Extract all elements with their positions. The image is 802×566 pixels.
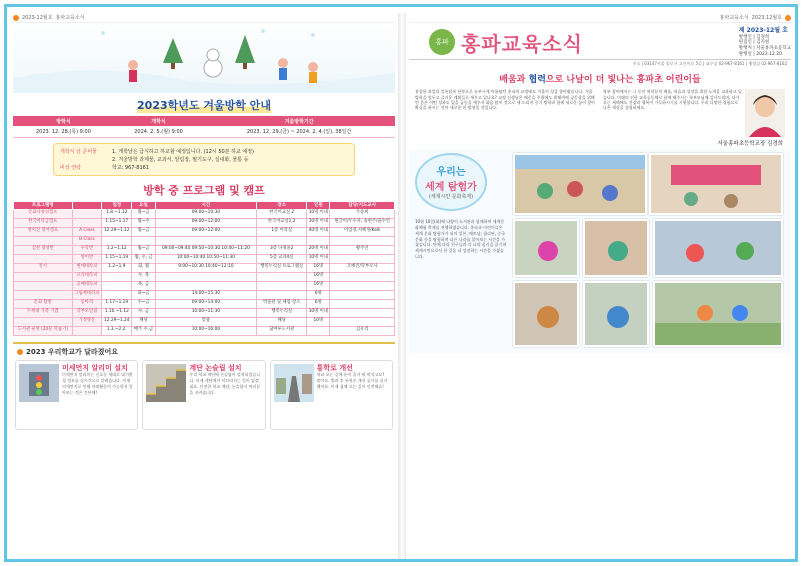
table-cell [14,290,73,299]
right-page [409,13,791,559]
meta-line: 발행처 | 서울홍파초등학교 [738,45,791,51]
table-cell: 한국어학급캠프 [14,218,73,227]
table-cell [102,272,132,281]
table-row [14,272,395,281]
table-cell: 두승희 [330,209,395,218]
table-cell [72,218,102,227]
address-line: 주소 | 03147서울 종로구 고신이로 5길 | 교무실 02-967-8161 | 행정실 02-967-8162 [632,61,787,67]
greeting-column: 학부 참여에서는 그 동안 여러분의 배움, 학습과 성장을 위한 노력을 교육하고 있습니다. 미래의 선한 교육공동체로 함께 해주시는 학부모님께 감사드리며, 다가오는 새해에도 건강과 행복이 가득하시기를 기원합니다. 우리 다양한 경험으로 나온 세상을 경험하세요. [603,89,742,111]
table-cell [257,236,307,245]
table-cell: 16명 [307,281,330,290]
festival-photo [513,219,579,277]
table-cell [102,281,132,290]
issue-date: 2023.12월호 [751,15,782,21]
table-cell: 월, 수, 금 [132,254,155,263]
table-cell [330,236,395,245]
table-cell: 두세대 가족 기쁨 [14,308,73,317]
table-cell: 16명 [307,272,330,281]
program-title: 방학 중 프로그램 및 캠프 [143,183,265,197]
principal-signature: 서울홍파초등학교장 김경희 [717,141,783,148]
table-cell: 09:00~09:40 09:50~10:30 10:40~11:20 [155,245,257,254]
stairs-icon [146,364,186,402]
page-gutter [398,13,406,559]
snow-scene-icon [13,23,395,93]
table-cell: 꿈마루도서관 [257,326,307,335]
card-title: 통학로 개선 [316,363,353,372]
table-row [14,290,395,299]
note-label: 개학식 날 준비물 [60,148,97,155]
change-card-stairs [142,360,265,430]
bullet-icon [17,349,23,355]
table-cell: 10명 이내 [307,218,330,227]
table-cell: 한국어교실1,2 [257,218,307,227]
table-cell: 2023. 12. 28.(목) 9:00 [13,126,114,137]
card-text: 학교 오는 길에 눈이 올거 뭐 막지고요? 맞아요. 방과 후 통학로 개선 공사를 실시했어요. 이제 집에 오는 길이 안전해요! [316,371,388,389]
col-header: 개학식 [114,116,203,126]
table-cell [155,281,257,290]
newsletter-title: 홍파교육소식 [719,15,749,21]
festival-photo [649,153,783,215]
col-header: 인원 [307,201,330,209]
table-cell: 학부모밀접 [72,308,102,317]
table-cell: 10명 [307,317,330,326]
program-table [13,201,395,336]
table-cell: 문화 탐방 [14,299,73,308]
table-cell: 10명 이내 [307,209,330,218]
notice-box [53,143,355,176]
table-cell [330,299,395,308]
table-cell: 10:00~16:00 [155,326,257,335]
table-cell: 1.8.~1.12 [102,209,132,218]
col-header [72,201,102,209]
table-cell: 월~금 [132,227,155,236]
table-cell: B Class [72,236,102,245]
table-row [14,326,395,335]
note-label [60,156,112,163]
table-cell: 수~금 [132,299,155,308]
festival-photo [653,281,783,347]
greeting-body [409,89,791,137]
festival-photo [583,219,649,277]
note-label: 비상 연락 [60,164,81,171]
winter-break-title: 2023학년도 겨울방학 안내 [137,99,271,112]
table-cell: 정서 [14,263,73,272]
page-number-badge [13,15,19,21]
table-cell: 40명 이내 [307,227,330,236]
table-cell: 김유리 [330,326,395,335]
table-cell: 현예테라피 [72,263,102,272]
table-cell: 영어반 [72,254,102,263]
winter-illustration [13,23,395,93]
table-cell [330,254,395,263]
table-cell: 수, 금 [132,308,155,317]
table-cell: 09:00~12:00 [155,218,257,227]
col-header: 프로그램명 [14,201,73,209]
table-cell [330,317,395,326]
table-cell: 화, 월 [132,263,155,272]
table-cell [307,236,330,245]
winter-break-table [13,116,395,138]
col-header: 시간 [155,201,257,209]
table-cell: 2023. 12. 29.(금) ~ 2024. 2. 4.(일), 38일간 [203,126,395,137]
table-cell: 12.29~1.24 [102,317,132,326]
table-cell: 이엄경,서혜정/Kelli [330,227,395,236]
col-header: 겨울방학기간 [203,116,395,126]
note-text: 학교: 967-8161 [112,164,150,171]
festival-photo [513,153,647,215]
table-cell [330,272,395,281]
table-cell [257,272,307,281]
table-cell: 맞춤 [155,317,257,326]
festival-badge [415,153,487,211]
festival-title-1: 우리는 [436,167,466,179]
table-row [14,317,395,326]
table-cell: 해당 [132,317,155,326]
issue-date: 2023-12월호 [22,15,53,21]
table-cell: 동아리 [72,299,102,308]
table-cell: 1.17~1.19 [102,299,132,308]
table-cell: 심천 향상반 [14,245,73,254]
greeting-column: 홍성한 과일과 알록달록 단풍으로 눈부시게 아름답던 홍파의 교정에도 겨울이 성큼 찾아왔습니다. 겨울 방학을 앞두고 즐거운 계획들로 세우고 있나요? 교정 선생님은 배웅을 주위에도 위해력에 공동창을 위해번 좋은 어떤 성과도 있을 공동을 세우자 화음 많이 것으로 새 드리지 중기 방학과 함께 새로운 꿈이 찾아 확실을 하시는 것이 새로운 한 방향일 것입니다. [415,89,596,111]
table-cell: 10명 이내 [307,308,330,317]
festival-photo [583,281,649,347]
table-cell: 09:00~14:00 [155,299,257,308]
table-cell: 수학반 [72,245,102,254]
table-row [14,209,395,218]
table-cell: 박물관 및 체험 장소 [257,299,307,308]
note-text: 1. 개학날은 급식하고 하교할 예정입니다. (12시 50분 하교 예정) [112,148,254,155]
meta-line: 발행일 | 2023.12.20. [738,51,784,57]
document-frame [4,4,798,562]
table-cell [155,272,257,281]
col-header: 담당/지도교사 [330,201,395,209]
table-cell: 월~금 [132,245,155,254]
table-cell: 12.29~1.12 [102,227,132,236]
table-row [14,308,395,317]
table-cell: 10:00~11:30 [155,308,257,317]
table-cell [155,236,257,245]
page-number-badge [785,15,791,21]
table-cell [72,209,102,218]
table-cell [330,281,395,290]
card-text: 미세먼지 알리미는 신호등 형태로 대기환경 정보를 실시간으로 알려줍니다. 이제 미세먼지로 인해 야외활동이 가능한지 알아보는 것은 간단해! [62,371,133,395]
note-text: 2. 겨울방학 과제물, 교과서, 알림장, 필기도구, 실내화, 물통 등 [112,156,249,163]
table-cell: 1.15~1.17 [102,218,132,227]
table-cell: 6명 [307,299,330,308]
table-cell: 09:00~10:30 [155,209,257,218]
card-title: 계단 논슬립 설치 [189,363,242,372]
masthead-title: 홍파교육소식 [461,31,583,56]
col-header: 일정 [102,201,132,209]
issue-number: 제 2023-12월 호 [738,27,788,34]
table-row [14,299,395,308]
table-cell: 09:00~12:00 [155,227,257,236]
festival-photo [513,281,579,347]
table-cell: 해당 [257,317,307,326]
table-cell: 행복누리실 프로그램실 [257,263,307,272]
meta-line: 발행인 | 김경희 [738,34,770,40]
table-cell [330,308,395,317]
table-cell: 20명 이내 [307,245,330,254]
festival-section [409,149,791,353]
table-cell: 1.10.~1.12 [102,308,132,317]
card-title: 미세먼지 알리미 설치 [62,363,128,372]
table-cell: 6명 [307,290,330,299]
table-cell: 5층 교과4실 [257,254,307,263]
masthead-meta [739,27,791,57]
table-cell: 공예테라피 [72,281,102,290]
change-card-road [270,360,393,430]
masthead [409,23,791,60]
table-row [14,218,395,227]
table-cell: 한국어교실 2 [257,209,307,218]
table-cell: 14:00~15:30 [155,290,257,299]
newsletter-title: 홍파교육소식 [55,15,85,21]
table-cell: 매주 수,금 [132,326,155,335]
table-row [14,245,395,254]
festival-title-2: 세계 탐험가 [425,182,477,194]
right-header [409,13,791,23]
table-cell: 요리테라피 [72,272,102,281]
table-cell [330,290,395,299]
table-row [14,281,395,290]
table-cell: 1층 어학실 [257,227,307,236]
table-cell: 1.3.~2.2. [102,326,132,335]
meta-line: 편집인 | 김지현 [738,40,770,46]
festival-subtitle: (세계시민 문화축제) [428,194,474,201]
table-cell [257,290,307,299]
table-cell: 월~수 [132,218,155,227]
table-cell: A Class [72,227,102,236]
table-row [14,227,395,236]
table-cell: 황주연 [330,245,395,254]
table-cell: 2024. 2. 5.(월) 9:00 [114,126,203,137]
table-cell: 10:00~10:40 10:50~11:30 [155,254,257,263]
table-cell [307,326,330,335]
col-header: 요일 [132,201,155,209]
table-cell: 1.15~1.19 [102,254,132,263]
left-page [13,13,395,559]
card-text: 우리 학교 계단에 논슬립이 설치되었습니다. 이제 계단에서 미끄러지는 일이 없겠네요. 안전한 학교 계단, 논슬립이 여러분을 지켜줍니다. [189,371,261,395]
left-header [13,13,395,23]
table-cell: 월~금 [132,209,155,218]
table-row [14,263,395,272]
table-cell: 10명 이내 [307,254,330,263]
table-cell: 목, 금 [132,281,155,290]
table-cell [14,254,73,263]
table-cell [14,281,73,290]
table-cell: 문화다양성캠프 [14,209,73,218]
table-cell [257,281,307,290]
table-cell [14,272,73,281]
table-row [14,254,395,263]
table-cell [102,290,132,299]
table-cell: 3층 다정올2 [257,245,307,254]
table-cell: 1.2~1.12 [102,245,132,254]
greeting-title: 배움과 협력으로 나날이 더 빛나는 홍파초 어린이들 [499,75,701,86]
change-card-dust [15,360,138,430]
table-cell: 수, 목 [132,272,155,281]
table-cell: 그림책테라피 [72,290,102,299]
changes-title: 2023 우리학교가 달라졌어요 [13,344,395,357]
table-cell: 원글이/두수자, 숭현주/윤수연 [330,218,395,227]
principal-portrait-icon [745,89,785,137]
table-cell: 화~금 [132,290,155,299]
table-cell: 9:00~10:30 10:40~12:10 [155,263,257,272]
table-cell: 1.2~1.9 [102,263,132,272]
table-cell: 방어진 영어캠프 [14,227,73,236]
table-cell: 도서관 운영 (20분 학습기) [14,326,73,335]
table-row [14,236,395,245]
table-cell [132,236,155,245]
table-cell: 행복누리실 [257,308,307,317]
table-cell: 조예진/학부모사 [330,263,395,272]
table-cell: 16명 [307,263,330,272]
table-cell: 가정방문 [72,317,102,326]
festival-photo [653,219,783,277]
school-logo-icon: 홍파 [429,29,455,55]
table-cell [102,236,132,245]
school-road-icon [274,364,314,402]
col-header: 방학식 [13,116,114,126]
changes-section [13,342,395,433]
table-cell [14,236,73,245]
dust-alarm-icon [19,364,59,402]
festival-text: 10월 10일(화)에 다양이 도서관과 함께하여 세계문화체험 축제를 진행하였습니다. 홍파초 어린이들은 세계 문화 탐험가가 되어 일본, 베트남, 필리핀, 중국 문화 등을 탐험하며 다른 나라를 알아보는 시간을 가졌습니다. 단체 나라 친구들과 각 나라 음식을 즐기며 세계시민으로서 한 걸음 더 성장하는 시간을 가졌습니다. [415,219,507,259]
table-cell [14,317,73,326]
col-header: 장소 [257,201,307,209]
table-cell [72,326,102,335]
